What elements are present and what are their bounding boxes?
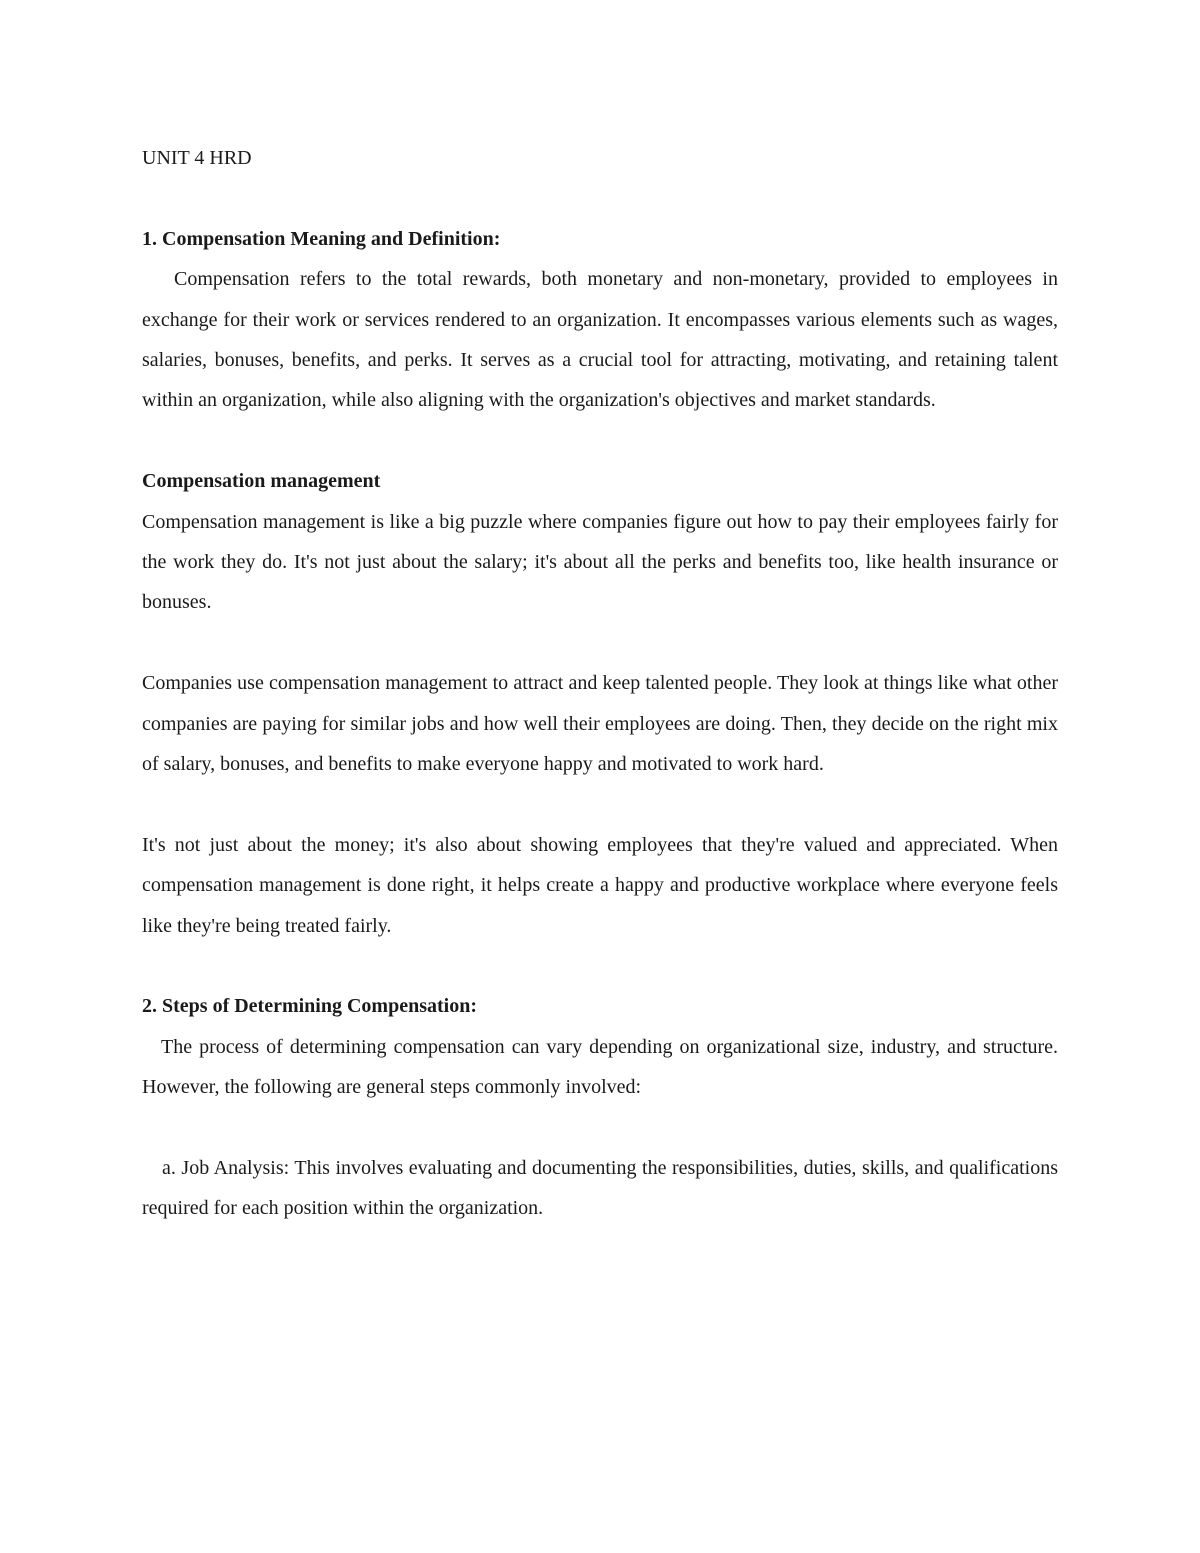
step-a-job-analysis: a. Job Analysis: This involves evaluating and documenting the responsibilities, duties, skills, and qualifications required for each position within the organization. xyxy=(142,1157,1058,1220)
spacer xyxy=(142,178,1058,218)
compensation-management-paragraph-2: Companies use compensation management to attract and keep talented people. They look at things like what other companies are paying for similar jobs and how well their employees are doing. Then, they decide on the right mix of salary, bonuses, and benefits to make everyone happy and motivated to work hard. xyxy=(142,672,1058,776)
spacer xyxy=(142,784,1058,824)
compensation-management-paragraph-1: Compensation management is like a big puzzle where companies figure out how to pay their employees fairly for the work they do. It's not just about the salary; it's about all the perks and benefits too, like health insurance or bonuses. xyxy=(142,510,1058,614)
document-body xyxy=(142,138,1058,1229)
spacer xyxy=(142,623,1058,663)
unit-title: UNIT 4 HRD xyxy=(142,147,252,169)
spacer xyxy=(142,946,1058,986)
compensation-management-paragraph-3: It's not just about the money; it's also about showing employees that they're valued and appreciated. When compensation management is done right, it helps create a happy and productive workplace where everyone feels like they're being treated fairly. xyxy=(142,833,1058,937)
section1-heading: 1. Compensation Meaning and Definition: xyxy=(142,227,501,250)
section1-paragraph: Compensation refers to the total rewards, both monetary and non-monetary, provided to employees in exchange for their work or services rendered to an organization. It encompasses various elements such as wages, salaries, bonuses, benefits, and perks. It serves as a crucial tool for attracting, motivating, and retaining talent within an organization, while also aligning with the organization's objectives and market standards. xyxy=(142,268,1058,412)
compensation-management-heading: Compensation management xyxy=(142,470,381,493)
section2-heading: 2. Steps of Determining Compensation: xyxy=(142,995,477,1018)
spacer xyxy=(142,421,1058,461)
spacer xyxy=(142,1108,1058,1148)
section2-intro: The process of determining compensation can vary depending on organizational size, industry, and structure. However, the following are general steps commonly involved: xyxy=(142,1035,1058,1099)
